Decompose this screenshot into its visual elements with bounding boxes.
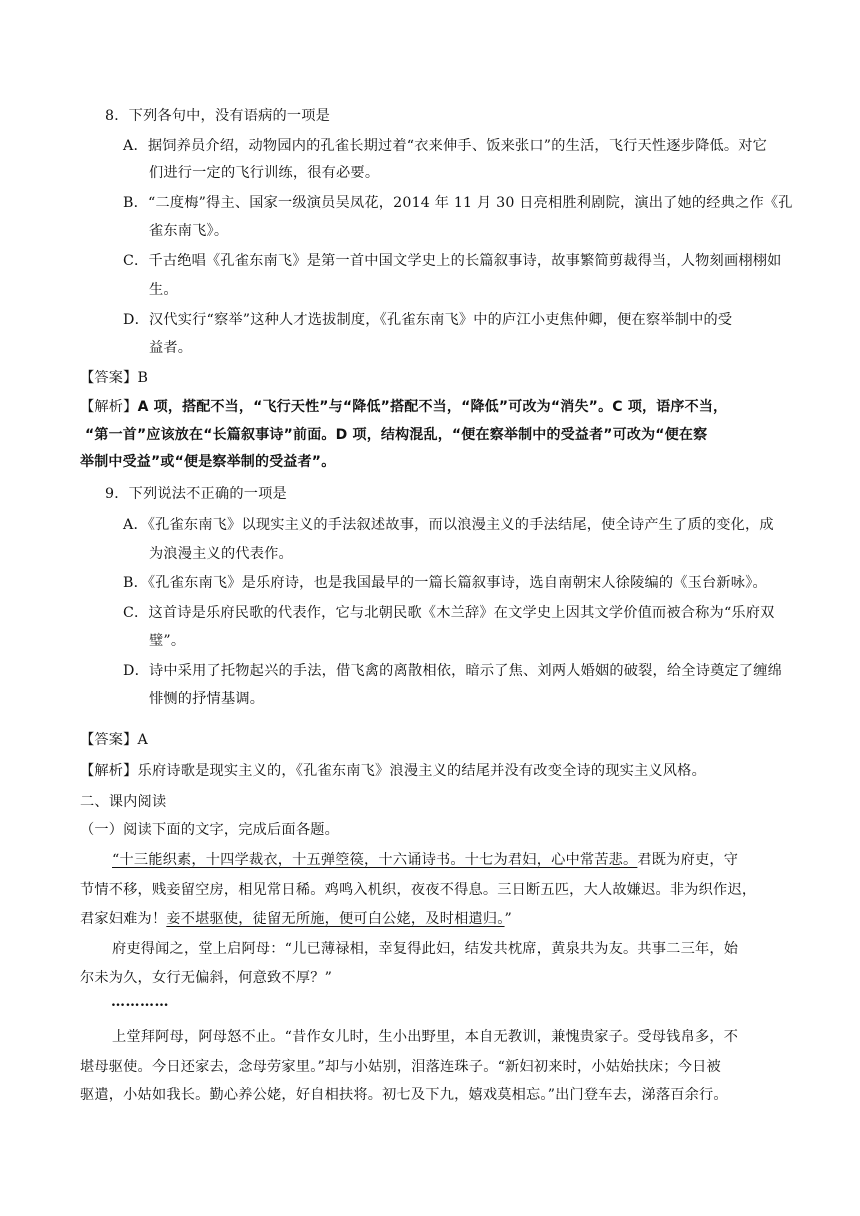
q9-stem: 9．下列说法不正确的一项是 [105,486,287,502]
passage-p3-line3: 驱遣，小姑如我长。勤心养公姥，好自相扶将。初七及下九，嬉戏莫相忘。”出门登车去，涕落百余行。 [80,1087,728,1103]
passage-p1-underlined-b: 妾不堪驱使，徒留无所施，便可白公姥，及时相遣归。 [166,911,505,927]
passage-p1-line1 [112,850,738,870]
q8-analysis-text1: A 项，搭配不当，“飞行天性”与“降低”搭配不当，“降低”可改为“消失”。C 项，语序不当， [137,399,728,415]
passage-p1-line2: 节情不移，贱妾留空房，相见常日稀。鸡鸣入机织，夜夜不得息。三日断五匹，大人故嫌迟。非为织作迟， [80,882,757,898]
q9-analysis: 【解析】乐府诗歌是现实主义的，《孔雀东南飞》浪漫主义的结尾并没有改变全诗的现实主义风格。 [80,763,706,779]
q8-option-c-line2: 生。 [149,282,178,298]
q9-answer: 【答案】A [80,732,148,748]
q8-answer: 【答案】B [80,370,149,386]
q8-stem: 8．下列各句中，没有语病的一项是 [105,108,331,124]
watermark [760,396,820,422]
q8-option-b-line1: B．“二度梅”得主、国家一级演员吴凤花，2014 年 11 月 30 日亮相胜利剧院，演出了她的经典之作《孔 [123,195,793,211]
q8-analysis-line1 [80,397,727,417]
passage-p1-close-quote: ” [504,911,512,927]
section-title: 二、课内阅读 [80,794,167,810]
q8-option-b-line2: 雀东南飞》。 [149,223,229,239]
q8-option-d-line2: 益者。 [149,340,193,356]
section-subtitle: （一）阅读下面的文字，完成后面各题。 [80,822,339,838]
q8-option-a-line1: A．据饲养员介绍，动物园内的孔雀长期过着“衣来伸手、饭来张口”的生活，飞行天性逐步降低。对它 [123,138,768,154]
passage-p2-line2: 尔未为久，女行无偏斜，何意致不厚？” [80,970,333,986]
q8-analysis-line2: “第一首”应该放在“长篇叙事诗”前面。D 项，结构混乱，“便在察举制中的受益者”可改为“便在察 [85,427,708,443]
q8-analysis-line3: 举制中受益”或“便是察举制的受益者”。 [80,454,336,470]
q9-option-c-line1: C．这首诗是乐府民歌的代表作，它与北朝民歌《木兰辞》在文学史上因其文学价值而被合称为“乐府双 [123,605,775,621]
q8-analysis-label: 【解析】 [80,399,138,415]
passage-p1-plain-a: 君既为府吏，守 [637,852,739,868]
q8-option-a-line2: 们进行一定的飞行训练，很有必要。 [149,165,380,181]
q9-option-c-line2: 璧”。 [149,633,186,649]
q9-option-a-line1: A．《孔雀东南飞》以现实主义的手法叙述故事，而以浪漫主义的手法结尾，使全诗产生了质的变化，成 [123,517,774,533]
passage-p1-plain-b: 君家妇难为！ [80,911,167,927]
passage-p2-line1: 府吏得闻之，堂上启阿母：“儿已薄禄相，幸复得此妇，结发共枕席，黄泉共为友。共事二三年，始 [112,941,739,957]
q9-option-b-line1: B．《孔雀东南飞》是乐府诗，也是我国最早的一篇长篇叙事诗，选自南朝宋人徐陵编的《玉台新咏》。 [123,575,767,591]
passage-p3-line1: 上堂拜阿母，阿母怒不止。“昔作女儿时，生小出野里，本自无教训，兼愧贵家子。受母钱帛多，不 [112,1029,739,1045]
q9-option-d-line2: 悱恻的抒情基调。 [149,691,265,707]
passage-p1-underlined-a: “十三能织素，十四学裁衣，十五弹箜篌，十六诵诗书。十七为君妇，心中常苦悲。 [112,852,638,868]
passage-ellipsis: ………… [111,994,169,1010]
q9-option-a-line2: 为浪漫主义的代表作。 [149,546,293,562]
q8-option-d-line1: D．汉代实行“察举”这种人才选拔制度，《孔雀东南飞》中的庐江小吏焦仲卿，便在察举制中的受 [123,312,733,328]
q9-option-d-line1: D．诗中采用了托物起兴的手法，借飞禽的离散相依，暗示了焦、刘两人婚姻的破裂，给全诗奠定了缠绵 [123,663,783,679]
q8-option-c-line1: C．千古绝唱《孔雀东南飞》是第一首中国文学史上的长篇叙事诗，故事繁简剪裁得当，人物刻画栩栩如 [123,253,782,269]
passage-p1-line3 [80,909,512,929]
passage-p3-line2: 堪母驱使。今日还家去，念母劳家里。”却与小姑别，泪落连珠子。“新妇初来时，小姑始扶床；今日被 [80,1059,721,1075]
